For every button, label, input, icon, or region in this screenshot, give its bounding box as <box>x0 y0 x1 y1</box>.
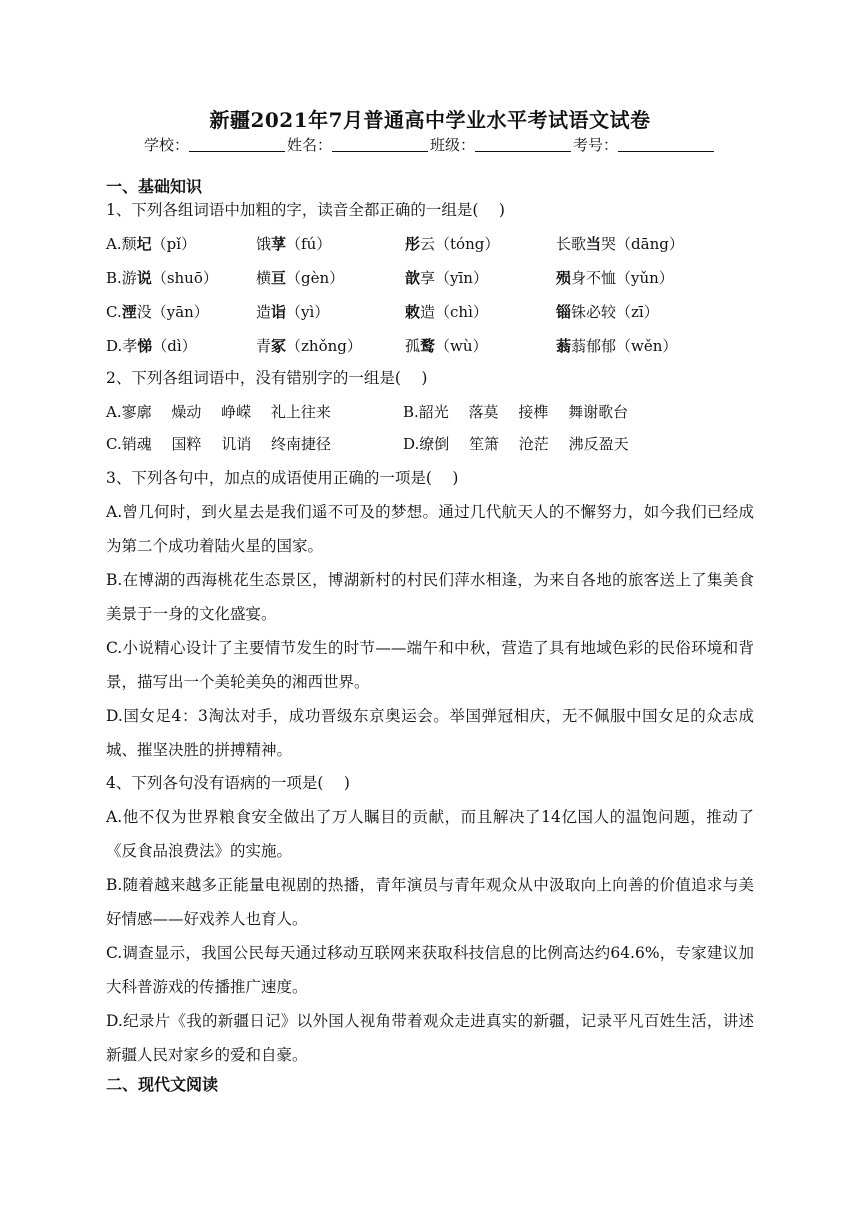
question-1-option-c-item-3: 敕造（chì） <box>405 303 488 321</box>
student-info-line <box>0 134 860 155</box>
bold-character: 敕 <box>405 303 421 321</box>
question-2-option-d: D.缭倒 笙箫 沧茫 沸反盈天 <box>403 435 629 453</box>
question-3-stem: 3、下列各句中，加点的成语使用正确的一项是( ) <box>106 469 459 487</box>
bold-character: 鹜 <box>420 337 436 355</box>
bold-character: 圮 <box>136 235 152 253</box>
bold-character: 亘 <box>271 269 287 287</box>
question-3-option-b: B.在博湖的西海桃花生态景区，博湖新村的村民们萍水相逢，为来自各地的旅客送上了集美食美景于一身的文化盛宴。 <box>106 571 754 623</box>
exam-no-blank[interactable] <box>618 137 714 152</box>
question-1-option-a-item-4: 长歌当哭（dāng） <box>556 235 684 253</box>
question-1-option-c-item-1: C.湮没（yān） <box>106 303 209 321</box>
question-3-option-a: A.曾几何时，到火星去是我们遥不可及的梦想。通过几代航天人的不懈努力，如今我们已经成为第二个成功着陆火星的国家。 <box>106 503 754 555</box>
question-3-option-d: D.国女足4：3淘汰对手，成功晋级东京奥运会。举国弹冠相庆，无不佩服中国女足的众志成城、摧坚决胜的拼搏精神。 <box>106 707 754 759</box>
question-4-option-d: D.纪录片《我的新疆日记》以外国人视角带着观众走进真实的新疆，记录平凡百姓生活，讲述新疆人民对家乡的爱和自豪。 <box>106 1012 754 1064</box>
question-4-option-b: B.随着越来越多正能量电视剧的热播，青年演员与青年观众从中汲取向上向善的价值追求与美好情感——好戏养人也育人。 <box>106 876 754 928</box>
bold-character: 当 <box>586 235 602 253</box>
question-1-option-d-item-3: 孤鹜（wù） <box>405 337 488 355</box>
question-1-stem: 1、下列各组词语中加粗的字，读音全都正确的一组是( ) <box>106 201 505 219</box>
bold-character: 彤 <box>405 235 421 253</box>
bold-character: 蓊 <box>556 337 572 355</box>
question-1-option-b-item-3: 歆享（yīn） <box>405 269 488 287</box>
question-2-option-a: A.寥廓 燥动 峥嵘 礼上往来 <box>106 403 331 421</box>
question-1-option-d-item-1: D.孝悌（dì） <box>106 337 197 355</box>
question-1-option-d-item-4: 蓊蓊郁郁（wěn） <box>556 337 678 355</box>
name-label: 姓名： <box>286 136 332 154</box>
school-label: 学校： <box>143 136 189 154</box>
bold-character: 歆 <box>405 269 421 287</box>
question-4-option-a: A.他不仅为世界粮食安全做出了万人瞩目的贡献，而且解决了14亿国人的温饱问题，推动了《反食品浪费法》的实施。 <box>106 808 754 860</box>
question-1-option-b-item-2: 横亘（gèn） <box>256 269 345 287</box>
bold-character: 莩 <box>271 235 287 253</box>
question-2-option-b: B.韶光 落莫 接榫 舞谢歌台 <box>403 403 629 421</box>
question-1-option-a-item-3: 彤云（tóng） <box>405 235 500 253</box>
exam-no-label: 考号： <box>573 136 619 154</box>
section-heading-basic: 一、基础知识 <box>106 177 203 196</box>
bold-character: 湮 <box>121 303 137 321</box>
bold-character: 诣 <box>271 303 287 321</box>
bold-character: 殒 <box>556 269 572 287</box>
question-1-option-b-item-1: B.游说（shuō） <box>106 269 218 287</box>
section-heading-reading: 二、现代文阅读 <box>106 1075 219 1094</box>
name-blank[interactable] <box>332 137 428 152</box>
class-blank[interactable] <box>475 137 571 152</box>
class-label: 班级： <box>430 136 476 154</box>
school-blank[interactable] <box>189 137 285 152</box>
question-1-option-a-item-1: A.颓圮（pǐ） <box>106 235 197 253</box>
question-1-option-d-item-2: 青冢（zhǒng） <box>256 337 362 355</box>
question-4-stem: 4、下列各句没有语病的一项是( ) <box>106 774 350 792</box>
question-2-stem: 2、下列各组词语中，没有错别字的一组是( ) <box>106 369 428 387</box>
bold-character: 说 <box>136 269 152 287</box>
question-1-option-a-item-2: 饿莩（fú） <box>256 235 332 253</box>
bold-character: 锱 <box>556 303 572 321</box>
question-3-option-c: C.小说精心设计了主要情节发生的时节——端午和中秋，营造了具有地域色彩的民俗环境和背景，描写出一个美轮美奂的湘西世界。 <box>106 639 754 691</box>
question-1-option-c-item-2: 造诣（yì） <box>256 303 330 321</box>
question-1-option-b-item-4: 殒身不恤（yǔn） <box>556 269 674 287</box>
bold-character: 冢 <box>271 337 287 355</box>
bold-character: 悌 <box>137 337 153 355</box>
page-title: 新疆2021年7月普通高中学业水平考试语文试卷 <box>209 108 651 132</box>
question-1-option-c-item-4: 锱铢必较（zī） <box>556 303 659 321</box>
question-4-option-c: C.调查显示，我国公民每天通过移动互联网来获取科技信息的比例高达约64.6%，专家建议加大科普游戏的传播推广速度。 <box>106 944 754 996</box>
question-2-option-c: C.销魂 国粹 讥诮 终南捷径 <box>106 435 332 453</box>
